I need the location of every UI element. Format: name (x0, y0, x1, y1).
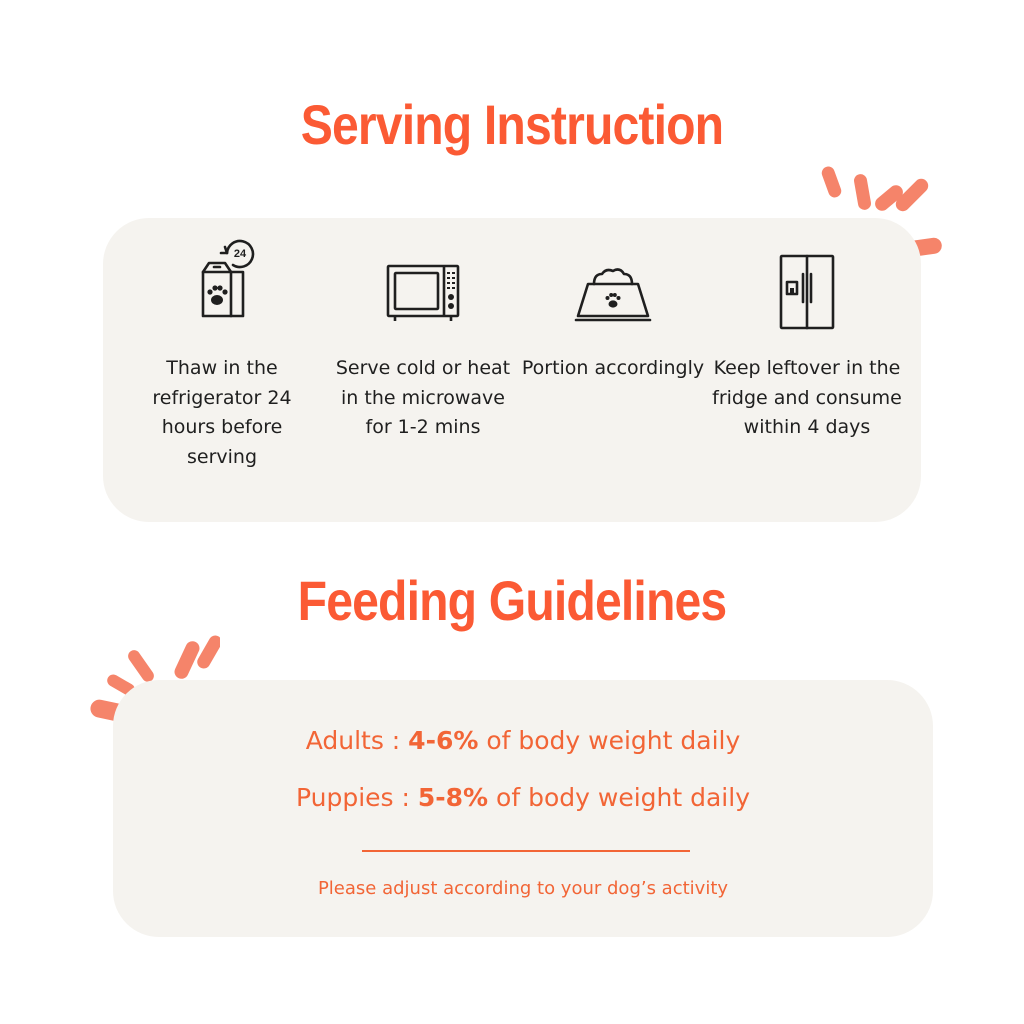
step-portion (518, 218, 708, 522)
step-portion-label: Portion accordingly (521, 357, 705, 379)
step-serve-label: Serve cold or heat in the microwave for 1-2 mins (335, 357, 511, 438)
puppies-percentage: 5-8% (417, 783, 489, 812)
adjustment-note: Please adjust according to your dog’s activity (317, 878, 729, 899)
step-thaw-label: Thaw in the refrigerator 24 hours before serving (152, 357, 292, 468)
feeding-guidelines-card (113, 680, 933, 937)
dog-bowl-icon (568, 258, 658, 328)
serving-instruction-card (103, 218, 921, 522)
puppies-guideline (113, 785, 933, 810)
feeding-guidelines-title: Feeding Guidelines (297, 569, 727, 632)
step-thaw (127, 218, 317, 522)
puppies-prefix: Puppies : (296, 783, 418, 812)
step-store-label: Keep leftover in the fridge and consume within 4 days (712, 357, 902, 438)
serving-instruction-title: Serving Instruction (300, 93, 724, 156)
adults-prefix: Adults : (305, 726, 409, 755)
adults-percentage: 4-6% (408, 726, 479, 755)
step-store (712, 218, 902, 522)
adults-guideline (113, 728, 933, 753)
puppies-suffix: of body weight daily (488, 783, 750, 812)
divider (362, 850, 690, 852)
badge-24: 24 (233, 248, 247, 260)
fridge-icon (762, 252, 852, 332)
step-serve (328, 218, 518, 522)
adults-suffix: of body weight daily (478, 726, 741, 755)
food-bag-24h-icon (177, 238, 267, 328)
microwave-icon (378, 258, 468, 328)
